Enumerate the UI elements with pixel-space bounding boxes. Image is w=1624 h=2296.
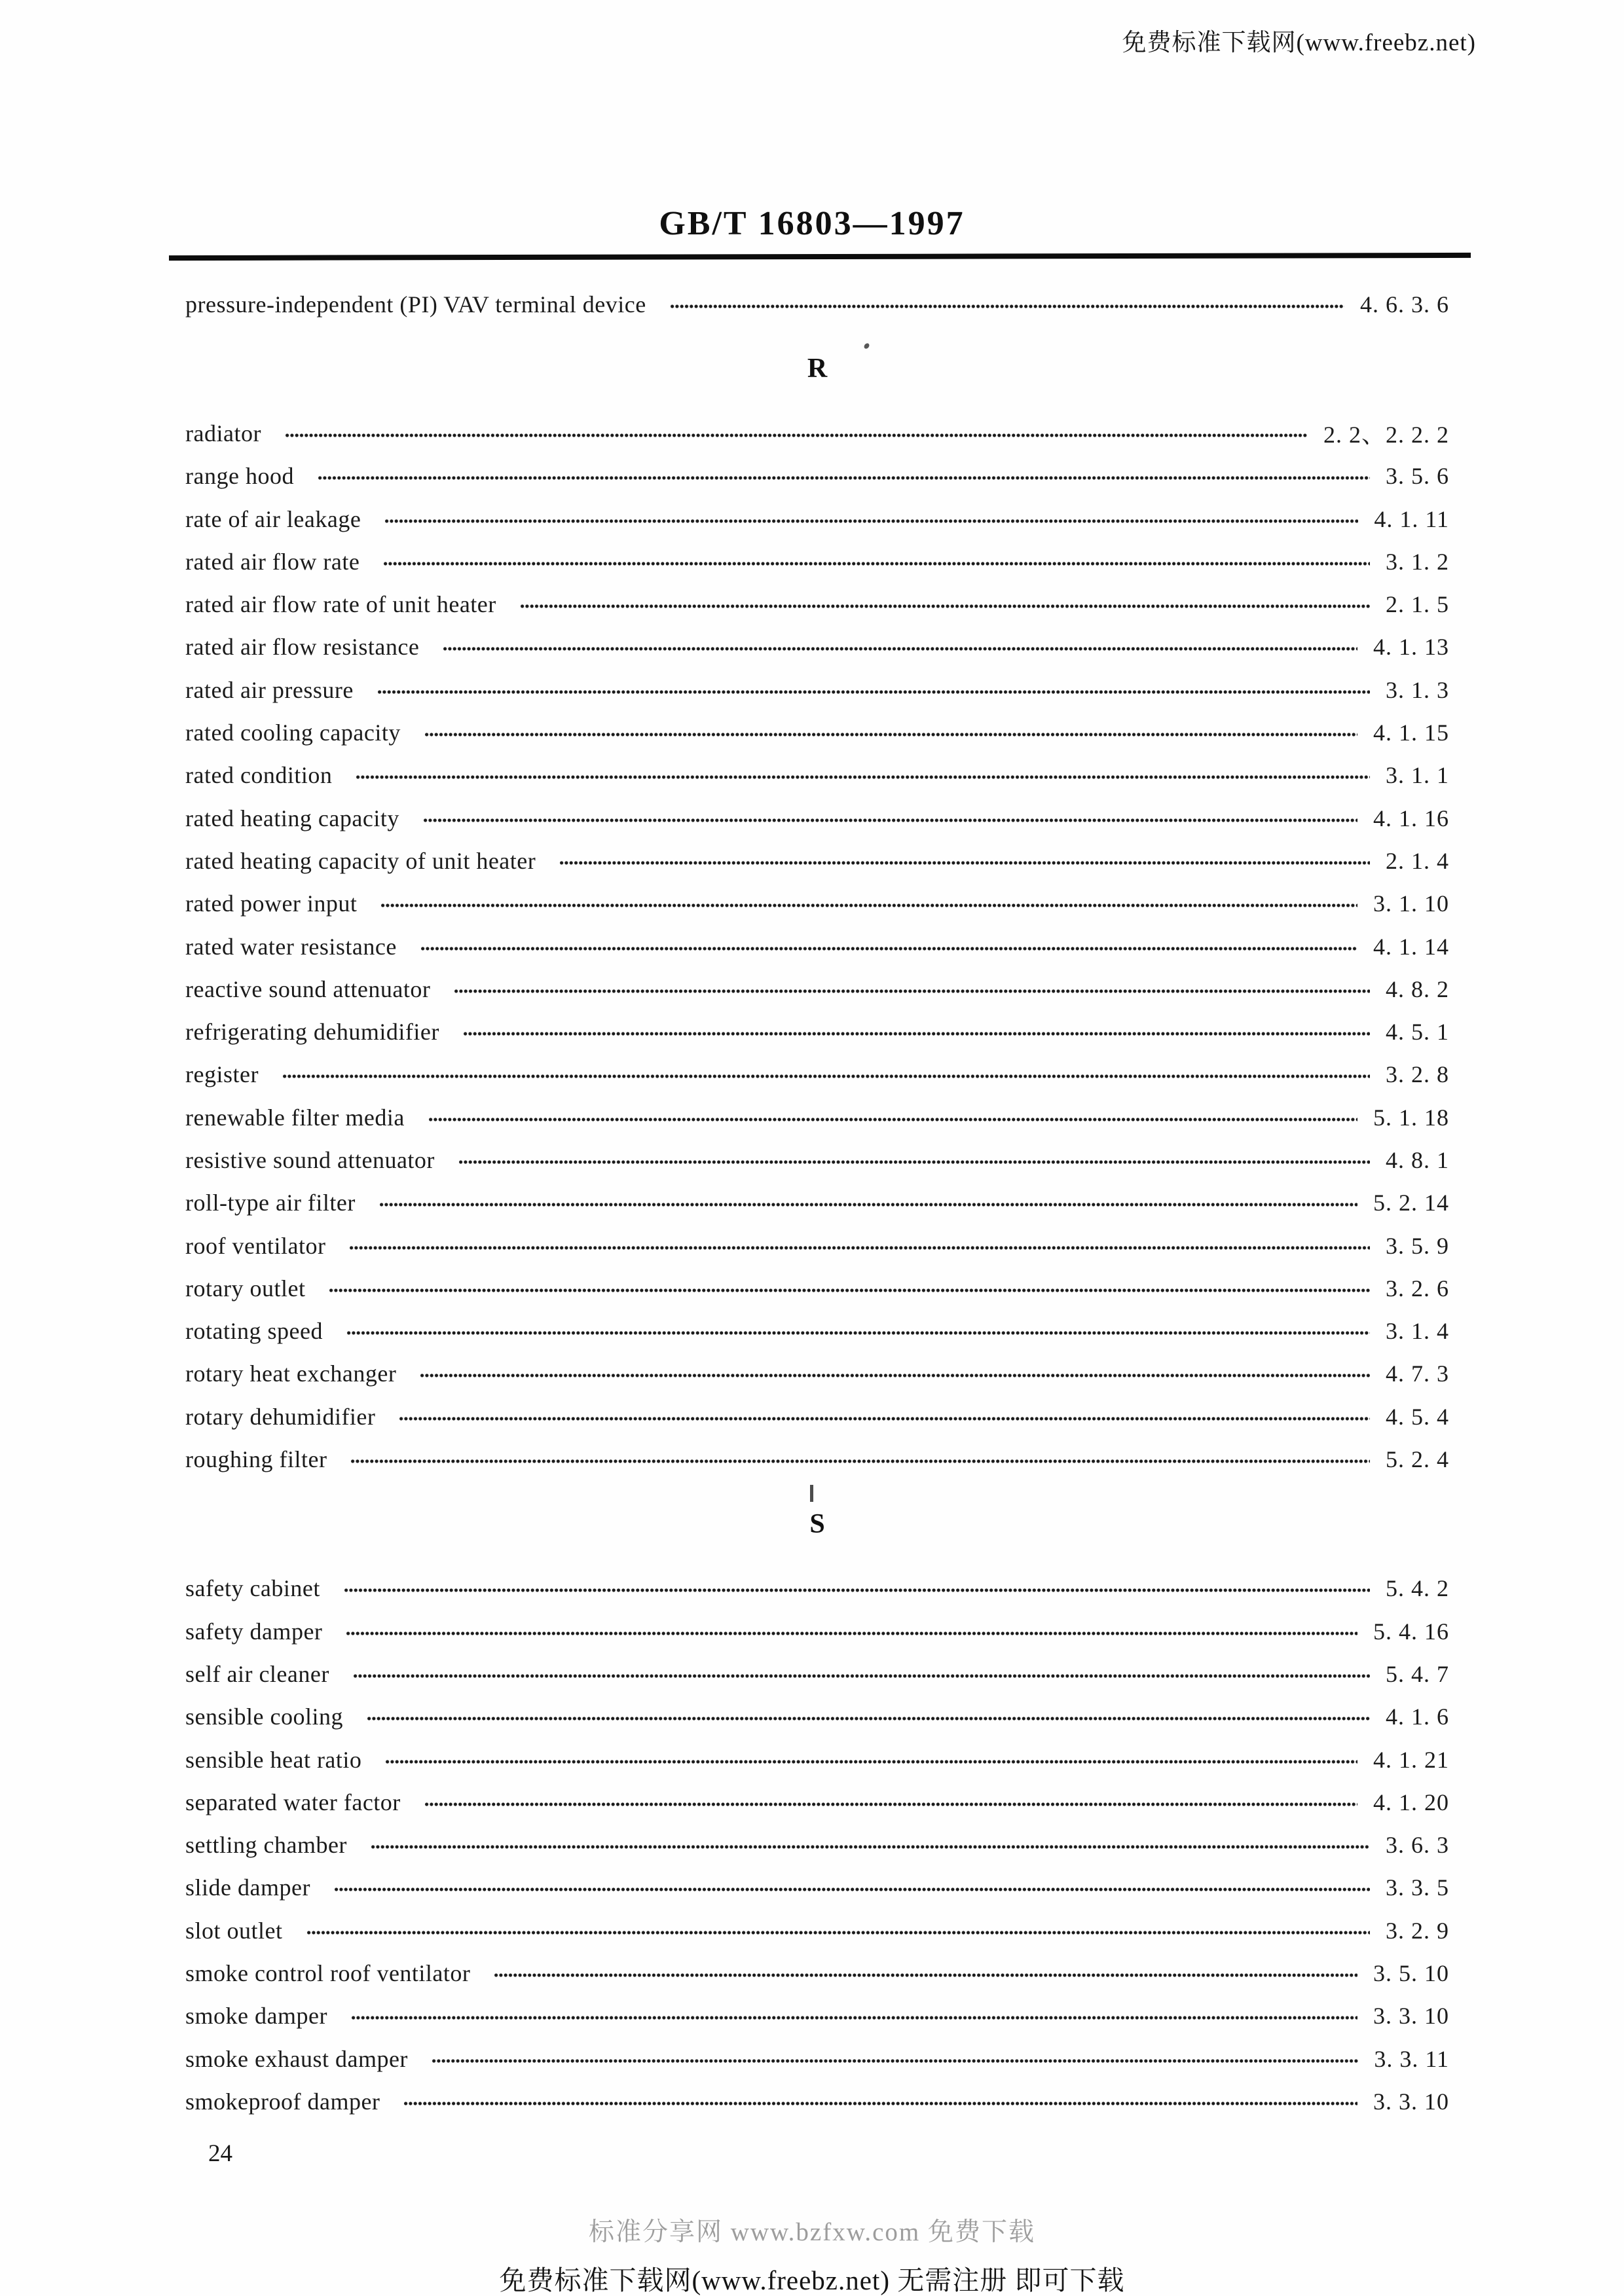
index-entry xyxy=(185,412,1449,454)
entry-ref: 5. 2. 4 xyxy=(1386,1446,1449,1473)
entry-term: sensible heat ratio xyxy=(185,1746,362,1773)
dot-leader xyxy=(458,1157,1370,1167)
index-entry xyxy=(185,925,1449,968)
dot-leader xyxy=(423,816,1357,825)
index-entry xyxy=(185,1824,1449,1867)
entry-term: smoke exhaust damper xyxy=(185,2045,408,2072)
entry-term: range hood xyxy=(185,463,294,490)
dot-leader xyxy=(670,302,1344,311)
entry-term: radiator xyxy=(185,420,261,446)
entry-term: resistive sound attenuator xyxy=(185,1146,435,1173)
entry-ref: 4. 1. 21 xyxy=(1373,1746,1449,1773)
entry-ref: 2. 2、2. 2. 2 xyxy=(1323,422,1449,448)
index-entry xyxy=(185,1053,1449,1096)
entry-ref: 4. 1. 20 xyxy=(1373,1789,1449,1815)
entry-ref: 4. 6. 3. 6 xyxy=(1360,291,1449,318)
entry-ref: 2. 1. 5 xyxy=(1386,591,1449,618)
footer-share-watermark: 标准分享网 www.bzfxw.com 免费下载 xyxy=(588,2218,1036,2246)
index-entry xyxy=(185,754,1449,797)
dot-leader xyxy=(420,1371,1370,1380)
scan-artifact xyxy=(810,1485,813,1502)
entry-term: rate of air leakage xyxy=(185,505,361,532)
entry-term: self air cleaner xyxy=(185,1660,329,1687)
index-entry xyxy=(185,1952,1449,1994)
entry-term: rated water resistance xyxy=(185,933,397,960)
dot-leader xyxy=(403,2099,1357,2108)
entry-ref: 3. 5. 9 xyxy=(1386,1232,1449,1259)
dot-leader xyxy=(350,1457,1370,1466)
index-entry xyxy=(185,2080,1449,2123)
entry-term: roof ventilator xyxy=(185,1232,326,1259)
index-entry xyxy=(185,1610,1449,1652)
entry-term: settling chamber xyxy=(185,1832,347,1859)
dot-leader xyxy=(318,473,1370,483)
entry-ref: 3. 3. 11 xyxy=(1374,2045,1449,2072)
index-entry xyxy=(185,1909,1449,1952)
dot-leader xyxy=(424,1800,1357,1809)
entry-ref: 3. 2. 8 xyxy=(1386,1061,1449,1088)
entry-ref: 2. 1. 4 xyxy=(1386,847,1449,874)
entry-ref: 3. 5. 6 xyxy=(1386,463,1449,490)
entry-term: separated water factor xyxy=(185,1789,401,1815)
entry-term: safety cabinet xyxy=(185,1575,320,1602)
entry-term: smoke damper xyxy=(185,2003,327,2030)
index-entry xyxy=(185,1139,1449,1181)
dot-leader xyxy=(494,1971,1357,1980)
index-entry xyxy=(185,1738,1449,1781)
entry-term: slide damper xyxy=(185,1874,310,1901)
entry-term: rated cooling capacity xyxy=(185,720,401,746)
section-letter: R xyxy=(807,354,828,384)
index-entry xyxy=(185,1696,1449,1738)
dot-leader xyxy=(520,602,1370,611)
dot-leader xyxy=(463,1029,1370,1038)
entry-ref: 3. 1. 1 xyxy=(1386,762,1449,789)
entry-ref: 3. 1. 2 xyxy=(1386,548,1449,575)
index-entry xyxy=(185,1224,1449,1267)
index-entry xyxy=(185,498,1449,540)
entry-term: rated power input xyxy=(185,890,358,917)
entry-ref: 5. 4. 7 xyxy=(1386,1660,1449,1687)
dot-leader xyxy=(432,2056,1358,2066)
index-entry xyxy=(185,1353,1449,1395)
dot-leader xyxy=(334,1885,1370,1894)
entry-term: rated air flow rate of unit heater xyxy=(185,591,496,618)
entry-term: register xyxy=(185,1061,259,1088)
entry-ref: 4. 7. 3 xyxy=(1386,1360,1449,1387)
entry-ref: 5. 4. 2 xyxy=(1386,1575,1449,1602)
entry-term: sensible cooling xyxy=(185,1704,343,1730)
dot-leader xyxy=(353,1671,1370,1681)
dot-leader xyxy=(285,431,1308,440)
entry-ref: 3. 2. 6 xyxy=(1386,1275,1449,1302)
entry-ref: 4. 5. 4 xyxy=(1386,1403,1449,1430)
entry-term: rated heating capacity of unit heater xyxy=(185,847,536,874)
dot-leader xyxy=(420,944,1357,953)
alphabetical-index xyxy=(185,283,1449,2123)
entry-term: reactive sound attenuator xyxy=(185,975,431,1002)
index-entry xyxy=(185,968,1449,1010)
dot-leader xyxy=(385,1757,1357,1766)
index-entry xyxy=(185,668,1449,711)
entry-ref: 4. 1. 15 xyxy=(1373,720,1449,746)
dot-leader xyxy=(346,1629,1357,1638)
standard-number-title: GB/T 16803—1997 xyxy=(659,205,965,242)
entry-ref: 3. 3. 10 xyxy=(1373,2003,1449,2030)
entry-ref: 3. 5. 10 xyxy=(1373,1960,1449,1987)
dot-leader xyxy=(399,1414,1370,1423)
entry-term: smoke control roof ventilator xyxy=(185,1960,471,1987)
dot-leader xyxy=(351,2013,1357,2022)
entry-ref: 4. 8. 1 xyxy=(1386,1146,1449,1173)
entry-term: roughing filter xyxy=(185,1446,327,1473)
index-entry xyxy=(185,1182,1449,1224)
index-entry xyxy=(185,1781,1449,1823)
index-entry xyxy=(185,1395,1449,1438)
dot-leader xyxy=(306,1928,1371,1937)
index-entry xyxy=(185,1995,1449,2037)
footer-download-watermark: 免费标准下载网(www.freebz.net) 无需注册 即可下载 xyxy=(499,2265,1125,2295)
entry-term: slot outlet xyxy=(185,1917,283,1944)
entry-term: smokeproof damper xyxy=(185,2088,380,2115)
entry-term: rotary outlet xyxy=(185,1275,306,1302)
dot-leader xyxy=(559,858,1370,867)
dot-leader xyxy=(424,730,1357,739)
entry-term: rotating speed xyxy=(185,1318,323,1345)
index-entry xyxy=(185,583,1449,625)
entry-ref: 3. 1. 10 xyxy=(1373,890,1449,917)
index-entry xyxy=(185,1096,1449,1139)
dot-leader xyxy=(379,1200,1357,1209)
index-entry xyxy=(185,2037,1449,2080)
entry-term: refrigerating dehumidifier xyxy=(185,1019,439,1046)
header-rule xyxy=(169,253,1471,261)
dot-leader xyxy=(443,644,1357,653)
index-entry xyxy=(185,1867,1449,1909)
index-entry xyxy=(185,455,1449,498)
entry-term: pressure-independent (PI) VAV terminal device xyxy=(185,291,646,318)
dot-leader xyxy=(428,1115,1357,1124)
section-letter: S xyxy=(809,1508,825,1539)
entry-ref: 3. 6. 3 xyxy=(1386,1832,1449,1859)
dot-leader xyxy=(367,1714,1370,1723)
dot-leader xyxy=(454,987,1370,996)
entry-term: roll-type air filter xyxy=(185,1190,356,1216)
entry-term: rated condition xyxy=(185,762,333,789)
index-entry xyxy=(185,1652,1449,1695)
entry-ref: 5. 1. 18 xyxy=(1373,1104,1449,1131)
entry-ref: 4. 1. 13 xyxy=(1373,634,1449,661)
entry-term: rotary dehumidifier xyxy=(185,1403,376,1430)
entry-ref: 3. 2. 9 xyxy=(1386,1917,1449,1944)
index-entry xyxy=(185,1267,1449,1309)
entry-term: rated air flow rate xyxy=(185,548,360,575)
entry-ref: 4. 1. 11 xyxy=(1374,505,1449,532)
entry-ref: 4. 1. 14 xyxy=(1373,933,1449,960)
dot-leader xyxy=(371,1842,1370,1851)
entry-term: safety damper xyxy=(185,1618,323,1645)
watermark-top: 免费标准下载网(www.freebz.net) xyxy=(1122,29,1476,56)
index-entry xyxy=(185,883,1449,925)
entry-ref: 5. 4. 16 xyxy=(1373,1618,1449,1645)
entry-ref: 4. 1. 16 xyxy=(1373,805,1449,831)
index-entry xyxy=(185,711,1449,754)
entry-term: rated air flow resistance xyxy=(185,634,420,661)
dot-leader xyxy=(346,1328,1370,1338)
entry-ref: 3. 3. 10 xyxy=(1373,2088,1449,2115)
index-entry xyxy=(185,1010,1449,1053)
entry-ref: 5. 2. 14 xyxy=(1373,1190,1449,1216)
entry-term: rated heating capacity xyxy=(185,805,399,831)
dot-leader xyxy=(329,1286,1370,1295)
index-entry xyxy=(185,626,1449,668)
dot-leader xyxy=(356,773,1370,782)
dot-leader xyxy=(344,1586,1370,1595)
index-entry xyxy=(185,839,1449,882)
entry-ref: 4. 8. 2 xyxy=(1386,975,1449,1002)
dot-leader xyxy=(383,559,1370,568)
dot-leader xyxy=(380,901,1357,910)
dot-leader xyxy=(282,1072,1370,1081)
dot-leader xyxy=(349,1243,1370,1252)
dot-leader xyxy=(384,517,1358,526)
index-entry xyxy=(185,797,1449,839)
entry-term: rated air pressure xyxy=(185,676,354,703)
page-number: 24 xyxy=(208,2140,232,2167)
entry-ref: 3. 3. 5 xyxy=(1386,1874,1449,1901)
index-entry xyxy=(185,1438,1449,1480)
index-entry xyxy=(185,540,1449,583)
entry-ref: 4. 5. 1 xyxy=(1386,1019,1449,1046)
entry-term: renewable filter media xyxy=(185,1104,405,1131)
entry-ref: 3. 1. 4 xyxy=(1386,1318,1449,1345)
entry-ref: 3. 1. 3 xyxy=(1386,676,1449,703)
dot-leader xyxy=(377,687,1370,697)
entry-ref: 4. 1. 6 xyxy=(1386,1704,1449,1730)
index-entry xyxy=(185,1567,1449,1610)
index-entry xyxy=(185,1310,1449,1353)
entry-term: rotary heat exchanger xyxy=(185,1360,397,1387)
index-entry xyxy=(185,283,1449,325)
